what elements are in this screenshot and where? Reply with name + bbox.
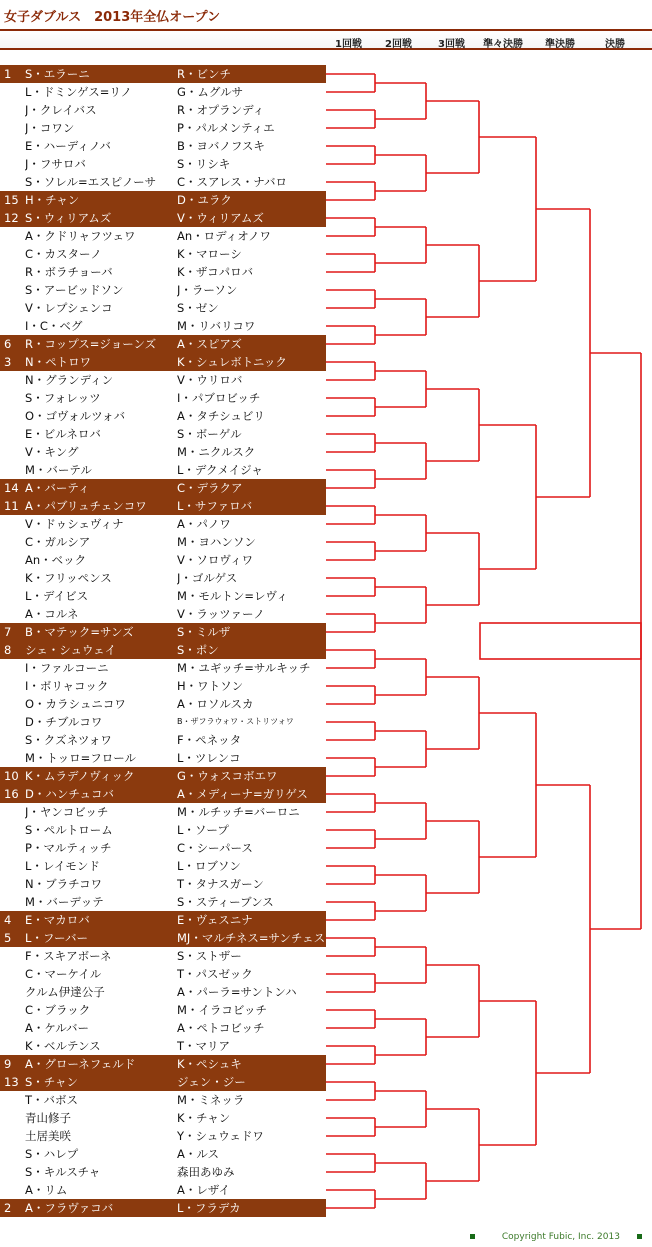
player-a: S・エラーニ bbox=[25, 67, 90, 81]
player-a: M・バーデッテ bbox=[25, 895, 104, 909]
player-b: A・レザイ bbox=[177, 1183, 231, 1197]
seed-number: 16 bbox=[4, 787, 19, 801]
player-b: S・ストザー bbox=[177, 949, 242, 963]
player-a: J・ヤンコビッチ bbox=[25, 805, 109, 819]
seed-number: 10 bbox=[4, 769, 19, 783]
player-a: K・フリッペンス bbox=[25, 571, 112, 585]
player-a: A・バーティ bbox=[25, 481, 90, 495]
player-a: M・トッロ=フロール bbox=[25, 751, 136, 765]
seed-number: 13 bbox=[4, 1075, 19, 1089]
round-label-qf: 準々決勝 bbox=[483, 39, 523, 50]
player-b: A・ルス bbox=[177, 1147, 220, 1161]
player-a: C・カスターノ bbox=[25, 247, 102, 261]
square-icon bbox=[470, 1234, 475, 1239]
player-b: T・マリア bbox=[177, 1039, 231, 1053]
player-a: D・ハンチュコバ bbox=[25, 787, 115, 801]
player-b: M・ユギッチ=サルキッチ bbox=[177, 661, 311, 675]
player-a: C・ブラック bbox=[25, 1003, 91, 1017]
player-b: H・ワトソン bbox=[177, 679, 244, 693]
player-a: L・ドミンゲス=リノ bbox=[25, 85, 132, 99]
player-b: T・パスゼック bbox=[177, 967, 253, 981]
player-a: S・フォレッツ bbox=[25, 391, 101, 405]
player-a: シェ・シュウェイ bbox=[25, 643, 117, 657]
player-b: A・ペトコビッチ bbox=[177, 1021, 265, 1035]
player-a: S・ペルトローム bbox=[25, 823, 113, 837]
seed-number: 2 bbox=[4, 1201, 12, 1215]
player-a: S・クズネツォワ bbox=[25, 733, 112, 747]
player-a: A・コルネ bbox=[25, 607, 79, 621]
player-b: A・パーラ=サントンハ bbox=[177, 985, 297, 999]
player-b: C・シーパース bbox=[177, 841, 253, 855]
seed-number: 5 bbox=[4, 931, 12, 945]
player-a: クルム伊達公子 bbox=[25, 985, 105, 999]
player-a: K・ムラデノヴィック bbox=[25, 769, 135, 783]
player-b: E・ヴェスニナ bbox=[177, 913, 253, 927]
player-b: M・ルチッチ=バーロニ bbox=[177, 805, 300, 819]
page-title: 女子ダブルス 2013年全仏オープン bbox=[4, 10, 221, 25]
round-label-3: 3回戦 bbox=[438, 39, 465, 50]
player-b: B・ヨバノフスキ bbox=[177, 139, 265, 153]
seed-number: 4 bbox=[4, 913, 12, 927]
player-b: V・ウィリアムズ bbox=[177, 211, 264, 225]
player-a: M・バーテル bbox=[25, 463, 92, 477]
player-b: V・ラッツァーノ bbox=[177, 607, 265, 621]
player-b: A・ロソルスカ bbox=[177, 697, 254, 711]
player-b: K・ザコパロバ bbox=[177, 265, 254, 279]
player-b: An・ロディオノワ bbox=[177, 229, 272, 243]
round-label-final: 決勝 bbox=[605, 39, 625, 50]
player-b: F・ペネッタ bbox=[177, 733, 242, 747]
player-a: E・ビルネロバ bbox=[25, 427, 101, 441]
player-b: J・ゴルゲス bbox=[177, 571, 238, 585]
player-a: An・ベック bbox=[25, 553, 87, 567]
player-a: N・ペトロワ bbox=[25, 355, 92, 369]
player-b: K・ペシュキ bbox=[177, 1057, 242, 1071]
player-a: J・フサロバ bbox=[25, 157, 86, 171]
player-b: V・ソロヴィワ bbox=[177, 553, 254, 567]
seed-number: 15 bbox=[4, 193, 19, 207]
player-a: R・ボラチョーバ bbox=[25, 265, 113, 279]
seed-number: 8 bbox=[4, 643, 12, 657]
player-a: B・マテック=サンズ bbox=[25, 625, 134, 639]
player-a: A・パブリュチェンコワ bbox=[25, 499, 147, 513]
player-b: B・ザフラウォワ・ストリツォワ bbox=[177, 717, 294, 726]
round-label-2: 2回戦 bbox=[385, 39, 412, 50]
player-b: S・リシキ bbox=[177, 157, 231, 171]
seed-number: 12 bbox=[4, 211, 19, 225]
player-b: G・ムグルサ bbox=[177, 85, 244, 99]
player-b: A・パノワ bbox=[177, 517, 231, 531]
copyright-text: Copyright Fubic, Inc. 2013 bbox=[501, 1232, 620, 1242]
player-a: A・クドリャフツェワ bbox=[25, 229, 136, 243]
player-a: R・コップス=ジョーンズ bbox=[25, 337, 157, 351]
player-a: A・フラヴァコバ bbox=[25, 1201, 114, 1215]
player-a: S・ウィリアムズ bbox=[25, 211, 112, 225]
player-a: P・マルティッチ bbox=[25, 841, 112, 855]
seed-number: 7 bbox=[4, 625, 12, 639]
player-a: J・コワン bbox=[25, 121, 75, 135]
player-a: E・マカロバ bbox=[25, 913, 90, 927]
player-a: C・マーケイル bbox=[25, 967, 102, 981]
player-b: A・スピアズ bbox=[177, 337, 242, 351]
player-b: M・モルトン=レヴィ bbox=[177, 589, 288, 603]
player-b: C・デラクア bbox=[177, 481, 243, 495]
player-b: T・タナスガーン bbox=[177, 877, 264, 891]
player-b: L・デクメイジャ bbox=[177, 463, 263, 477]
player-b: K・シュレボトニック bbox=[177, 355, 287, 369]
player-b: L・ソープ bbox=[177, 823, 229, 837]
player-a: L・フーバー bbox=[25, 931, 88, 945]
seed-number: 3 bbox=[4, 355, 12, 369]
player-b: S・スティーブンス bbox=[177, 895, 274, 909]
player-a: S・アービッドソン bbox=[25, 283, 124, 297]
seed-number: 9 bbox=[4, 1057, 12, 1071]
player-b: D・ユラク bbox=[177, 193, 232, 207]
player-b: M・ミネッラ bbox=[177, 1093, 245, 1107]
player-a: L・レイモンド bbox=[25, 859, 100, 873]
player-b: M・ヨハンソン bbox=[177, 535, 256, 549]
player-a: S・ソレル=エスピノーサ bbox=[25, 175, 157, 189]
seed-number: 11 bbox=[4, 499, 19, 513]
player-a: O・カラシュニコワ bbox=[25, 697, 126, 711]
player-a: V・ドゥシェヴィナ bbox=[25, 517, 124, 531]
player-a: F・スキアボーネ bbox=[25, 949, 112, 963]
player-b: M・イラコビッチ bbox=[177, 1003, 267, 1017]
seed-number: 14 bbox=[4, 481, 19, 495]
player-b: V・ウリロバ bbox=[177, 373, 243, 387]
player-b: ジェン・ジー bbox=[177, 1075, 246, 1089]
player-b: L・ロブソン bbox=[177, 859, 241, 873]
seed-number: 6 bbox=[4, 337, 12, 351]
player-b: A・メディーナ=ガリゲス bbox=[177, 787, 308, 801]
player-b: I・パブロビッチ bbox=[177, 391, 261, 405]
player-a: 青山修子 bbox=[25, 1111, 71, 1125]
player-b: J・ラーソン bbox=[177, 283, 238, 297]
player-a: C・ガルシア bbox=[25, 535, 91, 549]
player-b: R・オプランディ bbox=[177, 103, 265, 117]
player-a: J・クレイバス bbox=[25, 103, 97, 117]
player-a: L・デイビス bbox=[25, 589, 89, 603]
player-b: M・リバリコワ bbox=[177, 319, 256, 333]
player-b: 森田あゆみ bbox=[177, 1165, 235, 1179]
player-a: T・バボス bbox=[25, 1093, 79, 1107]
player-a: I・C・ベグ bbox=[25, 319, 83, 333]
round-label-sf: 準決勝 bbox=[545, 39, 575, 50]
player-a: N・グランディン bbox=[25, 373, 114, 387]
player-a: A・リム bbox=[25, 1183, 68, 1197]
player-a: N・ブラチコワ bbox=[25, 877, 103, 891]
player-b: M・ニクルスク bbox=[177, 445, 256, 459]
seed-number: 1 bbox=[4, 67, 12, 81]
player-a: V・キング bbox=[25, 445, 79, 459]
player-a: V・レプシェンコ bbox=[25, 301, 113, 315]
player-b: S・ボーゲル bbox=[177, 427, 242, 441]
player-a: O・ゴヴォルツォバ bbox=[25, 409, 126, 423]
player-b: L・サファロバ bbox=[177, 499, 253, 513]
player-a: S・キルスチャ bbox=[25, 1165, 101, 1179]
square-icon bbox=[637, 1234, 642, 1239]
player-a: A・グローネフェルド bbox=[25, 1057, 136, 1071]
player-a: K・ベルテンス bbox=[25, 1039, 101, 1053]
player-b: Y・シュウェドワ bbox=[177, 1129, 264, 1143]
player-b: C・スアレス・ナバロ bbox=[177, 175, 288, 189]
player-a: S・チャン bbox=[25, 1075, 78, 1089]
player-a: A・ケルバー bbox=[25, 1021, 89, 1035]
player-b: G・ウォスコボエワ bbox=[177, 769, 278, 783]
round-label-1: 1回戦 bbox=[335, 39, 362, 50]
copyright-footer bbox=[470, 1232, 642, 1242]
player-a: 土居美咲 bbox=[25, 1129, 71, 1143]
player-b: MJ・マルチネス=サンチェス bbox=[177, 931, 325, 945]
champion-box bbox=[480, 623, 641, 659]
player-b: K・マローシ bbox=[177, 247, 242, 261]
player-b: S・ミルザ bbox=[177, 625, 231, 639]
player-b: L・フラデカ bbox=[177, 1201, 241, 1215]
player-a: S・ハレプ bbox=[25, 1147, 79, 1161]
player-a: I・ファルコーニ bbox=[25, 661, 109, 675]
player-a: H・チャン bbox=[25, 193, 80, 207]
player-b: A・タチシュビリ bbox=[177, 409, 265, 423]
player-b: L・ツレンコ bbox=[177, 751, 241, 765]
player-b: P・パルメンティエ bbox=[177, 121, 275, 135]
player-a: E・ハーディノバ bbox=[25, 139, 111, 153]
player-b: R・ビンチ bbox=[177, 67, 231, 81]
player-a: D・チブルコワ bbox=[25, 715, 103, 729]
player-b: S・ゼン bbox=[177, 301, 219, 315]
player-a: I・ボリャコック bbox=[25, 679, 109, 693]
player-b: K・チャン bbox=[177, 1111, 231, 1125]
player-b: S・ポン bbox=[177, 643, 219, 657]
